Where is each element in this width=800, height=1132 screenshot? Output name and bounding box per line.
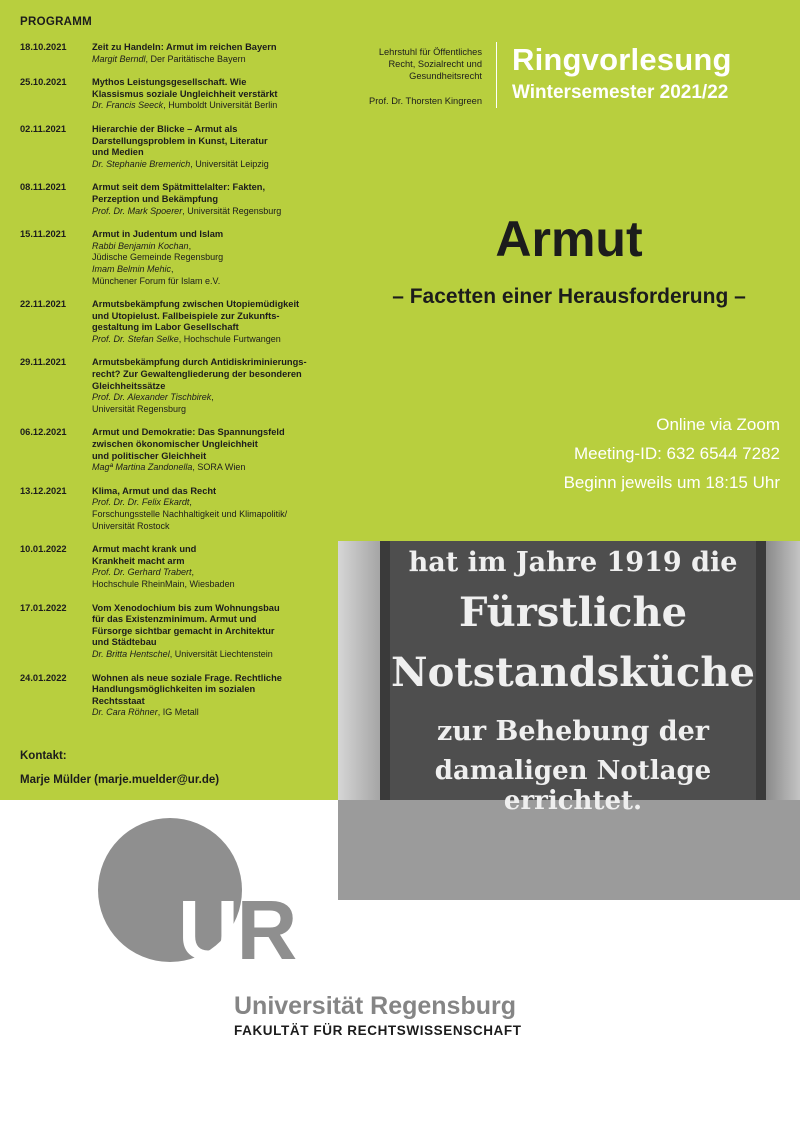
event-date: 15.11.2021 — [20, 229, 67, 240]
event-date: 17.01.2022 — [20, 602, 67, 613]
chair-professor: Prof. Dr. Thorsten Kingreen — [369, 96, 482, 106]
event-title-line: Armut seit dem Spätmittelalter: Fakten, — [92, 182, 266, 193]
event-speaker-line — [92, 392, 320, 404]
speaker-affiliation: , Universität Regensburg — [182, 205, 282, 216]
event-speaker-line — [92, 264, 320, 276]
speaker-affiliation: , Der Paritätische Bayern — [145, 53, 246, 64]
event-title-line: Perzeption und Bekämpfung — [92, 193, 219, 204]
event-title-line: und politischer Gleichheit — [92, 450, 207, 461]
program-event — [20, 77, 320, 112]
event-speaker-line — [92, 54, 320, 66]
plaque-line: hat im Jahre 1919 die — [408, 547, 738, 578]
event-speaker-line — [92, 252, 320, 264]
program-event — [20, 603, 320, 661]
speaker-affiliation: Universität Regensburg — [92, 403, 187, 414]
speaker-affiliation: , — [189, 497, 192, 508]
speaker-affiliation: , Universität Leipzig — [190, 158, 269, 169]
speaker-name: Prof. Dr. Alexander Tischbirek — [92, 392, 212, 403]
main-subtitle: – Facetten einer Herausforderung – — [392, 285, 746, 308]
speaker-name: Dr. Francis Seeck — [92, 100, 164, 111]
event-date: 10.01.2022 — [20, 544, 67, 555]
program-event — [20, 427, 320, 473]
speaker-affiliation: Jüdische Gemeinde Regensburg — [92, 252, 224, 263]
event-title-line: zwischen ökonomischer Ungleichheit — [92, 439, 258, 450]
speaker-affiliation: , — [188, 240, 192, 251]
event-title-line: Armutsbekämpfung durch Antidiskriminierungs- — [92, 357, 307, 368]
event-speaker-line — [92, 159, 320, 171]
event-title-line: Klima, Armut und das Recht — [92, 485, 217, 496]
series-term: Wintersemester 2021/22 — [512, 82, 729, 103]
speaker-affiliation: , — [211, 392, 214, 403]
speaker-affiliation: , IG Metall — [157, 707, 199, 718]
contact-label: Kontakt: — [20, 750, 67, 762]
logo-u: U — [178, 883, 237, 977]
event-title-line: Armut und Demokratie: Das Spannungsfeld — [92, 427, 285, 438]
event-date: 24.01.2022 — [20, 672, 67, 683]
plaque-line: Notstandsküche — [391, 649, 755, 696]
event-title-line: und Utopielust. Fallbeispiele zur Zukunfts- — [92, 310, 280, 321]
speaker-name: Dr. Britta Hentschel — [92, 648, 170, 659]
speaker-affiliation: Hochschule RheinMain, Wiesbaden — [92, 578, 235, 589]
event-info — [564, 410, 780, 497]
event-speaker-line — [92, 462, 320, 474]
speaker-name: Prof. Dr. Mark Spoerer — [92, 205, 183, 216]
chair-info — [340, 46, 482, 107]
speaker-name: Prof. Dr. Stefan Selke — [92, 333, 179, 344]
program-list — [20, 16, 320, 731]
event-title-line: Krankheit macht arm — [92, 555, 185, 566]
speaker-affiliation: , Universität Liechtenstein — [169, 648, 273, 659]
event-speaker-line — [92, 567, 320, 579]
program-event — [20, 124, 320, 170]
event-speaker-line — [92, 521, 320, 533]
event-title-line: gestaltung im Labor Gesellschaft — [92, 322, 239, 333]
event-speaker-line — [92, 206, 320, 218]
program-event — [20, 42, 320, 65]
event-title-line: Zeit zu Handeln: Armut im reichen Bayern — [92, 42, 277, 52]
event-speaker-line — [92, 334, 320, 346]
plaque-line: Fürstliche — [458, 589, 688, 636]
series-title: Ringvorlesung — [512, 42, 732, 77]
event-speaker-line — [92, 649, 320, 661]
event-speaker-line — [92, 509, 320, 521]
event-title-line: und Medien — [92, 147, 144, 158]
program-event — [20, 544, 320, 590]
event-title-line: Handlungsmöglichkeiten im sozialen — [92, 684, 256, 695]
event-speaker-line — [92, 276, 320, 288]
speaker-affiliation: , Hochschule Furtwangen — [178, 333, 281, 344]
event-title-line: Mythos Leistungsgesellschaft. Wie — [92, 77, 247, 88]
speaker-affiliation: Universität Rostock — [92, 520, 170, 531]
speaker-affiliation: Forschungsstelle Nachhaltigkeit und Klimapolitik/ — [92, 509, 288, 519]
event-date: 25.10.2021 — [20, 77, 67, 88]
event-speaker-line — [92, 579, 320, 591]
speaker-name: Prof. Dr. Gerhard Trabert — [92, 567, 192, 578]
program-event — [20, 229, 320, 287]
program-event — [20, 299, 320, 345]
event-speaker-line — [92, 707, 320, 719]
main-title: Armut — [495, 211, 643, 267]
event-title-line: Gleichheitssätze — [92, 380, 166, 391]
event-title-line: recht? Zur Gewaltengliederung der besonderen — [92, 369, 302, 380]
speaker-name: Rabbi Benjamin Kochan — [92, 240, 189, 251]
event-title-line: Armut macht krank und — [92, 544, 197, 555]
chair-line: Gesundheitsrecht — [409, 71, 482, 81]
speaker-name: Margit Berndl — [92, 53, 146, 64]
chair-line: Recht, Sozialrecht und — [388, 59, 482, 69]
plaque-photo — [338, 541, 800, 816]
chair-line: Lehrstuhl für Öffentliches — [378, 47, 482, 57]
event-title-line: Armut in Judentum und Islam — [92, 229, 224, 240]
event-date: 22.11.2021 — [20, 299, 67, 310]
program-event — [20, 486, 320, 532]
contact-value: Marje Mülder (marje.muelder@ur.de) — [20, 774, 220, 786]
program-heading: PROGRAMM — [20, 16, 93, 28]
event-title-line: Fürsorge sichtbar gemacht in Architektur — [92, 625, 275, 636]
event-title-line: Vom Xenodochium bis zum Wohnungsbau — [92, 602, 280, 613]
header-divider — [496, 42, 497, 108]
event-title-line: und Städtebau — [92, 637, 157, 648]
university-name: Universität Regensburg — [234, 992, 517, 1020]
event-title-line: Klassismus soziale Ungleichheit verstärkt — [92, 88, 278, 99]
faculty-name: FAKULTÄT FÜR RECHTSWISSENSCHAFT — [234, 1023, 522, 1038]
contact-block — [20, 744, 219, 792]
event-date: 18.10.2021 — [20, 42, 67, 52]
event-speaker-line — [92, 241, 320, 253]
event-date: 08.11.2021 — [20, 182, 67, 193]
event-title-line: Darstellungsproblem in Kunst, Literatur — [92, 135, 268, 146]
info-meeting-id: Meeting-ID: 632 6544 7282 — [573, 444, 780, 463]
event-title-line: Wohnen als neue soziale Frage. Rechtliche — [92, 672, 282, 683]
event-speaker-line — [92, 100, 320, 112]
series-header — [512, 40, 732, 106]
speaker-name: Prof. Dr. Dr. Felix Ekardt — [92, 497, 190, 508]
program-event — [20, 357, 320, 415]
event-speaker-line — [92, 404, 320, 416]
event-date: 06.12.2021 — [20, 427, 67, 438]
speaker-affiliation: , — [171, 263, 174, 274]
speaker-name: Imam Belmin Mehic — [92, 263, 172, 274]
program-event — [20, 182, 320, 217]
event-title-line: Armutsbekämpfung zwischen Utopiemüdigkeit — [92, 299, 300, 310]
speaker-name: Magª Martina Zandonella — [92, 462, 193, 473]
program-event — [20, 673, 320, 719]
plaque-line: damaligen Notlage errichtet. — [434, 756, 712, 816]
plaque-line: zur Behebung der — [436, 716, 710, 747]
event-speaker-line — [92, 497, 320, 509]
plaque — [390, 541, 756, 816]
event-title-line: für das Existenzminimum. Armut und — [92, 614, 257, 625]
event-title-line: Rechtsstaat — [92, 695, 145, 706]
ur-logo — [178, 883, 296, 977]
speaker-affiliation: , SORA Wien — [192, 462, 246, 473]
speaker-affiliation: Münchener Forum für Islam e.V. — [92, 275, 221, 286]
event-date: 29.11.2021 — [20, 357, 67, 368]
logo-r: R — [236, 883, 296, 977]
event-list — [20, 42, 320, 719]
event-title-line: Hierarchie der Blicke – Armut als — [92, 123, 238, 134]
info-start-time: Beginn jeweils um 18:15 Uhr — [563, 473, 780, 492]
speaker-name: Dr. Stephanie Bremerich — [92, 158, 191, 169]
speaker-name: Dr. Cara Röhner — [92, 707, 158, 718]
info-zoom: Online via Zoom — [656, 415, 780, 434]
speaker-affiliation: , — [191, 567, 195, 578]
event-date: 13.12.2021 — [20, 485, 67, 496]
speaker-affiliation: , Humboldt Universität Berlin — [163, 100, 278, 111]
event-date: 02.11.2021 — [20, 123, 67, 134]
